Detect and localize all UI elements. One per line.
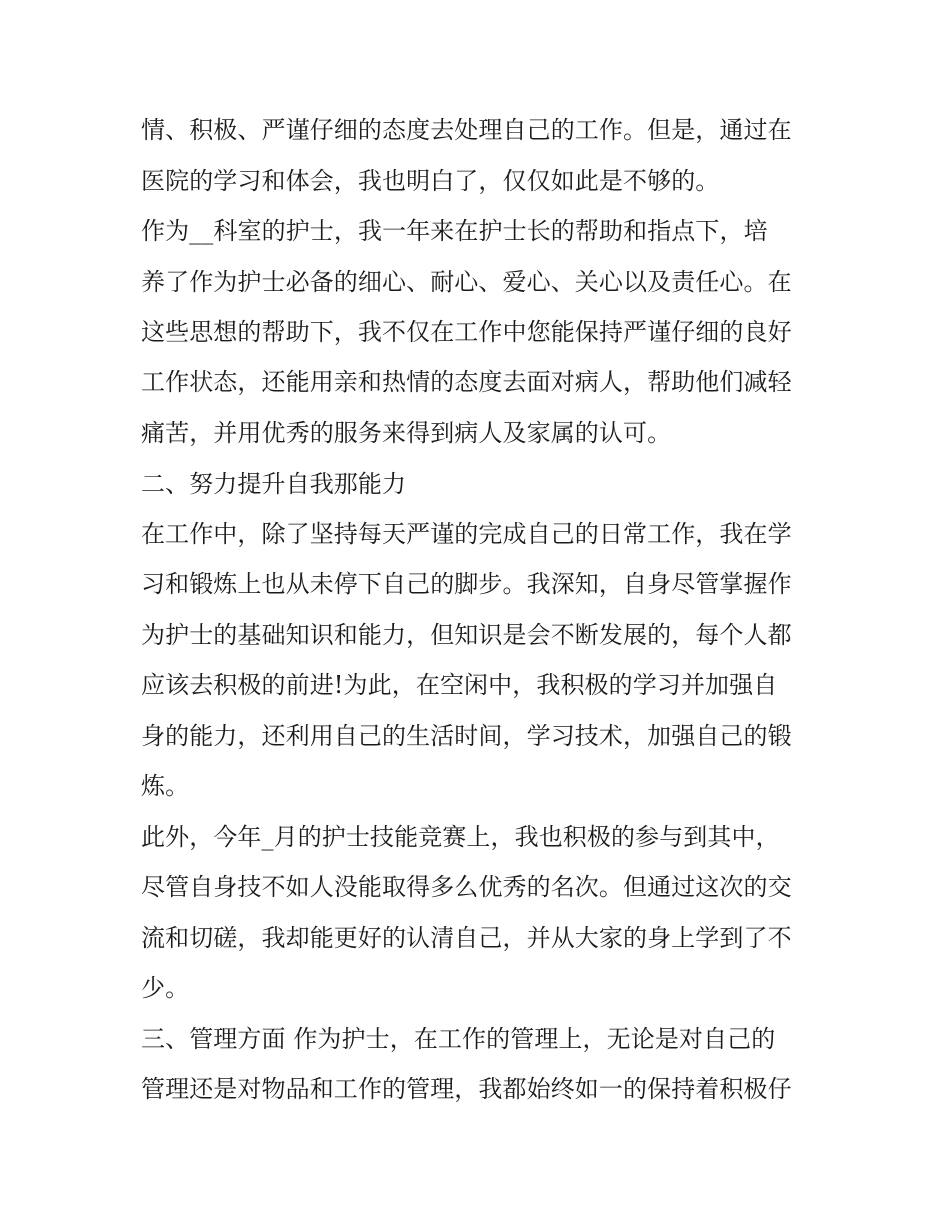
text-line: 管理还是对物品和工作的管理，我都始终如一的保持着积极仔: [141, 1075, 792, 1103]
text-line: 炼。: [141, 772, 190, 800]
section-heading: 二、努力提升自我那能力: [141, 470, 407, 498]
text-line: 医院的学习和体会，我也明白了，仅仅如此是不够的。: [141, 167, 720, 195]
section-heading: 三、管理方面 作为护士，在工作的管理上，无论是对自己的: [141, 1025, 776, 1053]
text-line: 工作状态，还能用亲和热情的态度去面对病人，帮助他们减轻: [141, 368, 792, 396]
text-line: 少。: [141, 974, 190, 1002]
text-line: 在工作中，除了坚持每天严谨的完成自己的日常工作，我在学: [141, 520, 792, 548]
text-line: 此外，今年_月的护士技能竞赛上，我也积极的参与到其中，: [141, 823, 780, 851]
text-line: 流和切磋，我却能更好的认清自己，并从大家的身上学到了不: [141, 924, 792, 952]
text-line: 养了作为护士必备的细心、耐心、爱心、关心以及责任心。在: [141, 268, 792, 296]
text-line: 这些思想的帮助下，我不仅在工作中您能保持严谨仔细的良好: [141, 318, 792, 346]
text-line: 作为__科室的护士，我一年来在护士长的帮助和指点下，培: [141, 217, 768, 245]
text-line: 为护士的基础知识和能力，但知识是会不断发展的，每个人都: [141, 621, 792, 649]
text-line: 情、积极、严谨仔细的态度去处理自己的工作。但是，通过在: [141, 116, 792, 144]
text-line: 习和锻炼上也从未停下自己的脚步。我深知，自身尽管掌握作: [141, 570, 792, 598]
text-line: 尽管自身技不如人没能取得多么优秀的名次。但通过这次的交: [141, 873, 792, 901]
text-line: 身的能力，还利用自己的生活时间，学习技术，加强自己的锻: [141, 722, 792, 750]
text-line: 痛苦，并用优秀的服务来得到病人及家属的认可。: [141, 419, 672, 447]
text-line: 应该去积极的前进!为此，在空闲中，我积极的学习并加强自: [141, 671, 778, 699]
